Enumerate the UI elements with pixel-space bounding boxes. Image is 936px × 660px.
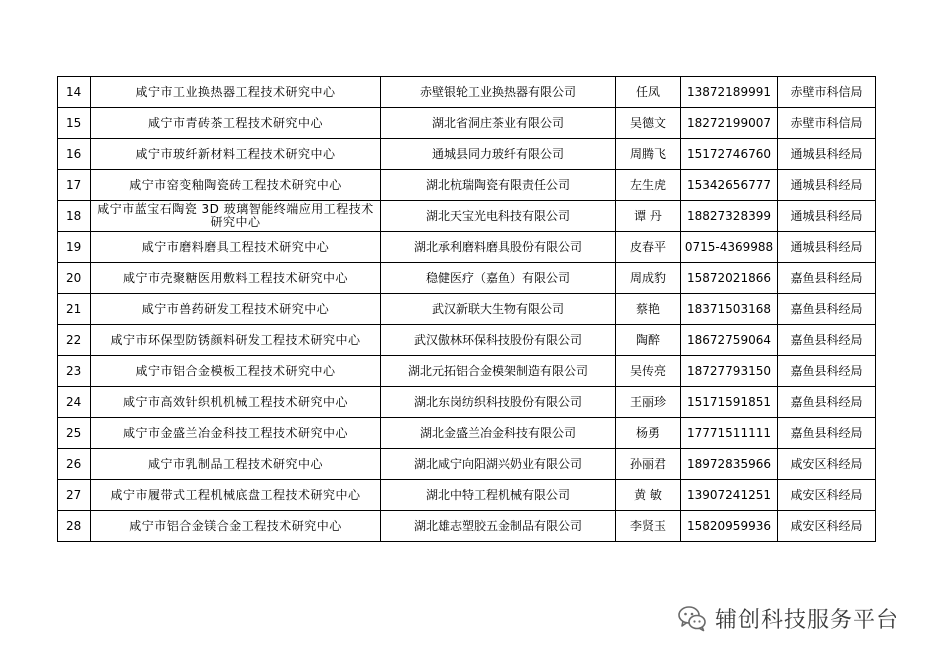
center-name: 咸宁市兽药研发工程技术研究中心 [91,294,381,325]
center-name: 咸宁市乳制品工程技术研究中心 [91,449,381,480]
row-number: 28 [58,511,91,542]
center-name: 咸宁市铝合金模板工程技术研究中心 [91,356,381,387]
department: 通城县科经局 [778,232,876,263]
contact-phone: 18827328399 [681,201,778,232]
center-name: 咸宁市壳聚糖医用敷料工程技术研究中心 [91,263,381,294]
contact-phone: 15820959936 [681,511,778,542]
center-name: 咸宁市履带式工程机械底盘工程技术研究中心 [91,480,381,511]
table-row [58,418,876,449]
company-name: 湖北东岗纺织科技股份有限公司 [381,387,616,418]
row-number: 14 [58,77,91,108]
wechat-icon [677,603,707,633]
center-name: 咸宁市窑变釉陶瓷砖工程技术研究中心 [91,170,381,201]
department: 咸安区科经局 [778,449,876,480]
department: 通城县科经局 [778,201,876,232]
company-name: 湖北雄志塑胶五金制品有限公司 [381,511,616,542]
table-row [58,170,876,201]
department: 咸安区科经局 [778,511,876,542]
company-name: 湖北天宝光电科技有限公司 [381,201,616,232]
department: 嘉鱼县科经局 [778,356,876,387]
row-number: 21 [58,294,91,325]
contact-person: 陶醉 [616,325,681,356]
contact-person: 周腾飞 [616,139,681,170]
company-name: 湖北金盛兰冶金科技有限公司 [381,418,616,449]
contact-person: 王丽珍 [616,387,681,418]
table-row [58,511,876,542]
department: 赤壁市科信局 [778,77,876,108]
company-name: 武汉傲林环保科技股份有限公司 [381,325,616,356]
row-number: 27 [58,480,91,511]
table-row [58,232,876,263]
contact-person: 吴传亮 [616,356,681,387]
department: 嘉鱼县科经局 [778,387,876,418]
center-name: 咸宁市金盛兰冶金科技工程技术研究中心 [91,418,381,449]
row-number: 26 [58,449,91,480]
table-body [58,77,876,542]
department: 嘉鱼县科经局 [778,418,876,449]
contact-person: 孙丽君 [616,449,681,480]
contact-phone: 18371503168 [681,294,778,325]
table-row [58,108,876,139]
table-row [58,263,876,294]
row-number: 23 [58,356,91,387]
watermark [677,600,899,636]
row-number: 22 [58,325,91,356]
department: 通城县科经局 [778,139,876,170]
contact-person: 周成豹 [616,263,681,294]
department: 咸安区科经局 [778,480,876,511]
row-number: 18 [58,201,91,232]
row-number: 17 [58,170,91,201]
contact-phone: 15171591851 [681,387,778,418]
contact-phone: 0715-4369988 [681,232,778,263]
center-name: 咸宁市青砖茶工程技术研究中心 [91,108,381,139]
company-name: 湖北省洞庄茶业有限公司 [381,108,616,139]
company-name: 稳健医疗（嘉鱼）有限公司 [381,263,616,294]
company-name: 湖北中特工程机械有限公司 [381,480,616,511]
contact-person: 杨勇 [616,418,681,449]
contact-person: 谭 丹 [616,201,681,232]
contact-phone: 18272199007 [681,108,778,139]
contact-phone: 13872189991 [681,77,778,108]
table-row [58,449,876,480]
contact-phone: 18727793150 [681,356,778,387]
table-row [58,480,876,511]
center-name: 咸宁市高效针织机机械工程技术研究中心 [91,387,381,418]
center-name: 咸宁市环保型防锈颜料研发工程技术研究中心 [91,325,381,356]
department: 通城县科经局 [778,170,876,201]
contact-phone: 18672759064 [681,325,778,356]
research-center-table [57,76,876,542]
department: 赤壁市科信局 [778,108,876,139]
table-row [58,294,876,325]
center-name: 咸宁市蓝宝石陶瓷 3D 玻璃智能终端应用工程技术研究中心 [91,201,381,232]
table-row [58,201,876,232]
center-name: 咸宁市工业换热器工程技术研究中心 [91,77,381,108]
company-name: 湖北咸宁向阳湖兴奶业有限公司 [381,449,616,480]
contact-phone: 18972835966 [681,449,778,480]
contact-phone: 15342656777 [681,170,778,201]
company-name: 湖北杭瑞陶瓷有限责任公司 [381,170,616,201]
contact-person: 任凤 [616,77,681,108]
table-row [58,139,876,170]
company-name: 湖北承利磨料磨具股份有限公司 [381,232,616,263]
department: 嘉鱼县科经局 [778,325,876,356]
table-row [58,77,876,108]
department: 嘉鱼县科经局 [778,294,876,325]
table-row [58,387,876,418]
contact-person: 吴德文 [616,108,681,139]
contact-person: 黄 敏 [616,480,681,511]
watermark-text: 辅创科技服务平台 [715,607,900,633]
company-name: 赤壁银轮工业换热器有限公司 [381,77,616,108]
contact-person: 蔡艳 [616,294,681,325]
company-name: 湖北元拓铝合金模架制造有限公司 [381,356,616,387]
contact-person: 皮春平 [616,232,681,263]
center-name: 咸宁市玻纤新材料工程技术研究中心 [91,139,381,170]
company-name: 通城县同力玻纤有限公司 [381,139,616,170]
table-row [58,356,876,387]
row-number: 15 [58,108,91,139]
contact-person: 左生虎 [616,170,681,201]
row-number: 19 [58,232,91,263]
row-number: 24 [58,387,91,418]
company-name: 武汉新联大生物有限公司 [381,294,616,325]
department: 嘉鱼县科经局 [778,263,876,294]
contact-phone: 13907241251 [681,480,778,511]
center-name: 咸宁市磨料磨具工程技术研究中心 [91,232,381,263]
contact-phone: 15872021866 [681,263,778,294]
row-number: 20 [58,263,91,294]
row-number: 25 [58,418,91,449]
table-row [58,325,876,356]
center-name: 咸宁市铝合金镁合金工程技术研究中心 [91,511,381,542]
row-number: 16 [58,139,91,170]
contact-phone: 17771511111 [681,418,778,449]
contact-phone: 15172746760 [681,139,778,170]
contact-person: 李贤玉 [616,511,681,542]
